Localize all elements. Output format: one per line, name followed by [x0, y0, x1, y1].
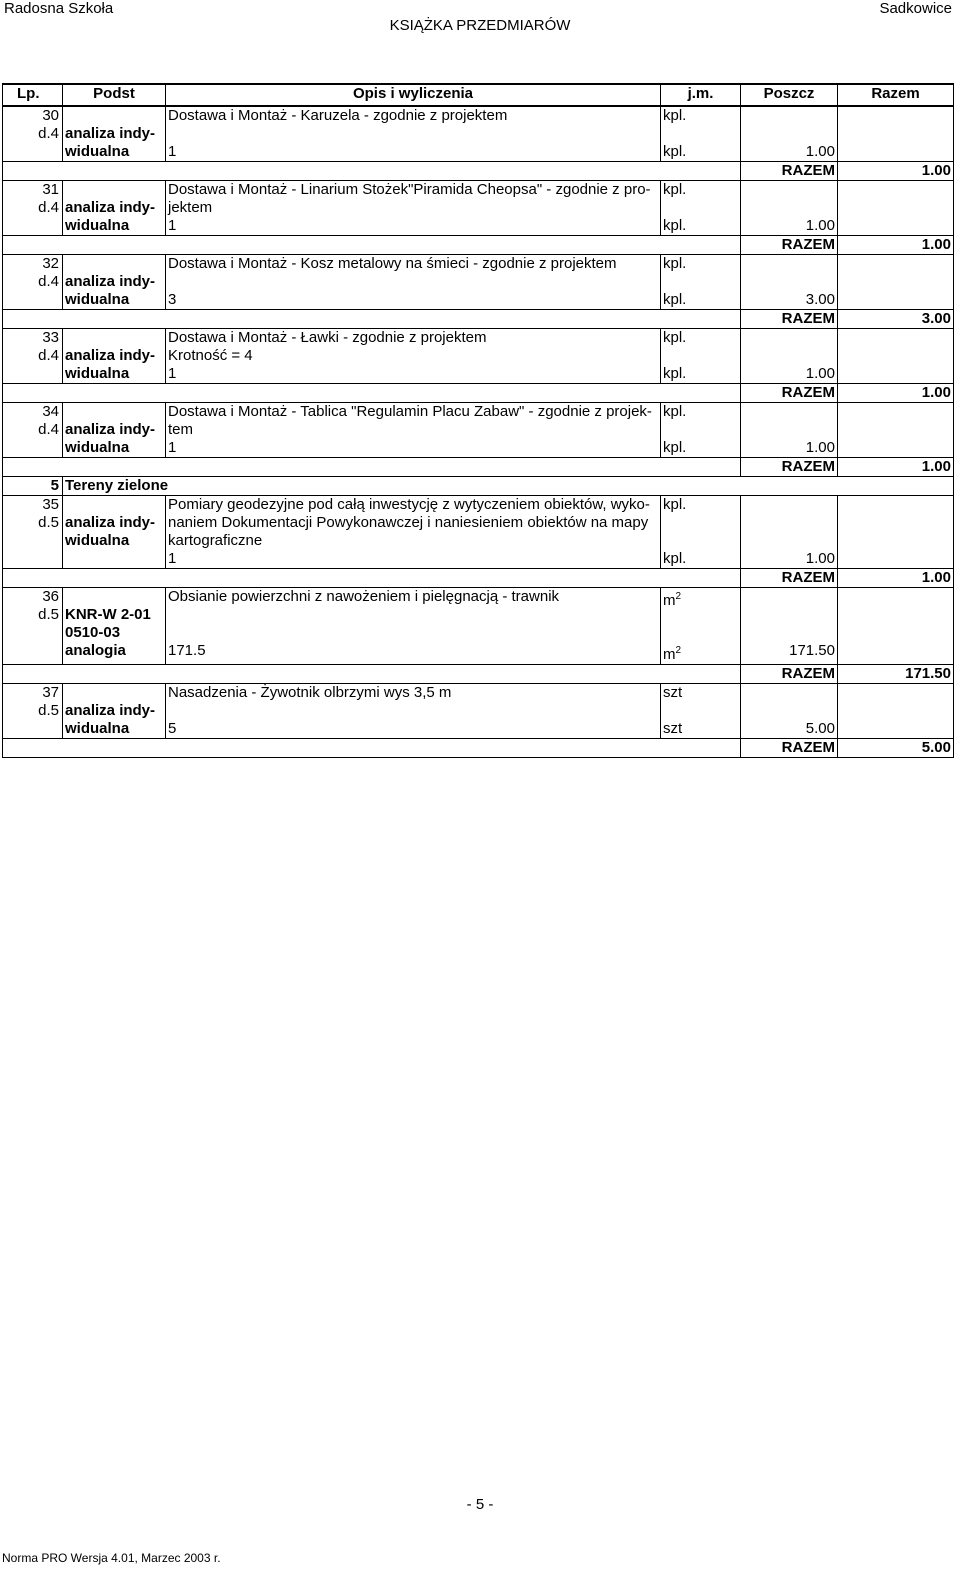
unit-cell [661, 684, 741, 721]
col-opis: Opis i wyliczenia [166, 84, 661, 106]
basis-line: analogia [65, 642, 126, 659]
calc-total-empty [838, 720, 954, 739]
description-line: Dostawa i Montaż - Tablica "Regulamin Placu Zabaw" - zgodnie z projek- [168, 403, 652, 420]
col-podst: Podst [63, 84, 166, 106]
sum-label: RAZEM [741, 665, 838, 684]
unit: kpl. [663, 181, 687, 198]
calc-expression: 1 [166, 550, 661, 569]
basis-spacer [65, 181, 163, 199]
sum-spacer [3, 458, 741, 477]
basis-spacer [65, 329, 163, 347]
sum-row [3, 384, 954, 403]
item-chapter: d.5 [38, 606, 59, 623]
description-line: Krotność = 4 [168, 347, 253, 364]
col-lp: Lp. [3, 84, 63, 106]
partial-value: 1.00 [741, 143, 838, 162]
table-row [3, 106, 954, 143]
partial-value: 1.00 [741, 217, 838, 236]
item-chapter: d.4 [38, 421, 59, 438]
unit-cell [661, 106, 741, 143]
table-row [3, 403, 954, 440]
calc-unit: kpl. [661, 550, 741, 569]
unit-cell [661, 255, 741, 292]
sum-spacer [3, 665, 741, 684]
sum-value: 3.00 [838, 310, 954, 329]
footer-software: Norma PRO Wersja 4.01, Marzec 2003 r. [2, 1551, 221, 1565]
item-number: 37 [42, 684, 59, 701]
partial-value: 1.00 [741, 365, 838, 384]
calc-expression: 1 [166, 365, 661, 384]
basis-line: 0510-03 [65, 624, 121, 641]
unit: kpl. [663, 403, 687, 420]
sum-value: 1.00 [838, 236, 954, 255]
calc-unit: kpl. [661, 143, 741, 162]
description-line: Dostawa i Montaż - Kosz metalowy na śmieci - zgodnie z projektem [168, 255, 617, 272]
unit-cell [661, 496, 741, 551]
partial-cell [741, 496, 838, 551]
basis-line: widualna [65, 365, 130, 382]
total-cell [838, 181, 954, 218]
calc-expression: 5 [166, 720, 661, 739]
calc-total-empty [838, 642, 954, 665]
table-row [3, 255, 954, 292]
calc-unit: $m^2$ [661, 642, 741, 665]
calc-total-empty [838, 291, 954, 310]
basis-line: widualna [65, 217, 130, 234]
item-number: 34 [42, 403, 59, 420]
item-number: 32 [42, 255, 59, 272]
sum-label: RAZEM [741, 310, 838, 329]
basis-cell [63, 403, 166, 458]
header-location: Sadkowice [879, 0, 952, 17]
description-line: Nasadzenia - Żywotnik olbrzymi wys 3,5 m [168, 684, 452, 701]
basis-line: widualna [65, 720, 130, 737]
calc-total-empty [838, 143, 954, 162]
page-number: - 5 - [466, 1496, 494, 1513]
unit-cell [661, 588, 741, 643]
basis-line: analiza indy- [65, 514, 156, 531]
total-cell [838, 255, 954, 292]
unit: $m^2$ [663, 591, 682, 609]
calc-total-empty [838, 365, 954, 384]
item-number-cell [3, 255, 63, 310]
partial-value: 3.00 [741, 291, 838, 310]
calc-unit: szt [661, 720, 741, 739]
sum-value: 5.00 [838, 739, 954, 758]
item-number: 36 [42, 588, 59, 605]
partial-value: 5.00 [741, 720, 838, 739]
basis-cell [63, 684, 166, 739]
sum-row [3, 739, 954, 758]
item-number-cell [3, 403, 63, 458]
total-cell [838, 329, 954, 366]
basis-line: widualna [65, 439, 130, 456]
basis-line: KNR-W 2-01 [65, 606, 151, 623]
item-number-cell [3, 496, 63, 569]
item-number: 30 [42, 107, 59, 124]
basis-line: analiza indy- [65, 273, 156, 290]
calc-expression: 3 [166, 291, 661, 310]
basis-line: widualna [65, 291, 130, 308]
partial-cell [741, 403, 838, 440]
calc-expression: 1 [166, 143, 661, 162]
total-cell [838, 588, 954, 643]
sum-spacer [3, 236, 741, 255]
description-cell [166, 588, 661, 643]
description-line: Obsianie powierzchni z nawożeniem i pielęgnacją - trawnik [168, 588, 560, 605]
sum-label: RAZEM [741, 236, 838, 255]
section-number: 5 [3, 477, 63, 496]
description-cell [166, 496, 661, 551]
item-chapter: d.4 [38, 199, 59, 216]
item-number: 35 [42, 496, 59, 513]
item-number-cell [3, 588, 63, 665]
basis-line: widualna [65, 143, 130, 160]
section-title: Tereny zielone [63, 477, 954, 496]
unit: kpl. [663, 329, 687, 346]
partial-cell [741, 684, 838, 721]
sum-spacer [3, 162, 741, 181]
total-cell [838, 403, 954, 440]
basis-cell [63, 496, 166, 569]
unit-cell [661, 181, 741, 218]
calc-expression: 1 [166, 439, 661, 458]
basis-line: analiza indy- [65, 199, 156, 216]
sum-label: RAZEM [741, 384, 838, 403]
item-number-cell [3, 329, 63, 384]
description-line: jektem [168, 199, 213, 216]
unit-cell [661, 329, 741, 366]
description-line: Dostawa i Montaż - Ławki - zgodnie z projektem [168, 329, 487, 346]
item-number-cell [3, 684, 63, 739]
calc-expression: 1 [166, 217, 661, 236]
total-cell [838, 496, 954, 551]
total-cell [838, 106, 954, 143]
basis-cell [63, 329, 166, 384]
sum-row [3, 310, 954, 329]
partial-cell [741, 588, 838, 643]
item-chapter: d.4 [38, 125, 59, 142]
header-investor: Radosna Szkoła [4, 0, 114, 17]
unit: kpl. [663, 107, 687, 124]
calc-total-empty [838, 217, 954, 236]
basis-line: analiza indy- [65, 125, 156, 142]
sum-row [3, 162, 954, 181]
table-header-row [3, 84, 954, 106]
sum-value: 1.00 [838, 384, 954, 403]
item-chapter: d.5 [38, 702, 59, 719]
table-row [3, 496, 954, 551]
sum-row [3, 665, 954, 684]
partial-cell [741, 181, 838, 218]
calc-total-empty [838, 550, 954, 569]
page-title: KSIĄŻKA PRZEDMIARÓW [389, 17, 571, 34]
estimate-table [2, 83, 954, 758]
sum-spacer [3, 569, 741, 588]
calc-expression: 171.5 [166, 642, 661, 665]
item-number: 31 [42, 181, 59, 198]
basis-cell [63, 255, 166, 310]
item-chapter: d.4 [38, 273, 59, 290]
calc-unit: kpl. [661, 291, 741, 310]
table-row [3, 329, 954, 366]
basis-spacer [65, 684, 163, 702]
item-chapter: d.5 [38, 514, 59, 531]
calc-total-empty [838, 439, 954, 458]
sum-row [3, 569, 954, 588]
calc-unit: kpl. [661, 365, 741, 384]
basis-spacer [65, 107, 163, 125]
description-cell [166, 181, 661, 218]
basis-line: analiza indy- [65, 421, 156, 438]
sum-value: 1.00 [838, 458, 954, 477]
basis-spacer [65, 255, 163, 273]
description-cell [166, 403, 661, 440]
calc-unit: kpl. [661, 217, 741, 236]
basis-spacer [65, 588, 163, 606]
description-line: kartograficzne [168, 532, 263, 549]
partial-cell [741, 329, 838, 366]
sum-spacer [3, 739, 741, 758]
calc-unit: kpl. [661, 439, 741, 458]
partial-value: 171.50 [741, 642, 838, 665]
description-cell [166, 255, 661, 292]
description-line: Pomiary geodezyjne pod całą inwestycję z wytyczeniem obiektów, wyko- [168, 496, 650, 513]
sum-row [3, 458, 954, 477]
basis-spacer [65, 496, 163, 514]
partial-cell [741, 255, 838, 292]
table-row [3, 684, 954, 721]
basis-line: analiza indy- [65, 702, 156, 719]
sum-row [3, 236, 954, 255]
basis-cell [63, 181, 166, 236]
sum-label: RAZEM [741, 739, 838, 758]
partial-value: 1.00 [741, 439, 838, 458]
col-jm: j.m. [661, 84, 741, 106]
table-row [3, 181, 954, 218]
total-cell [838, 684, 954, 721]
sum-value: 1.00 [838, 569, 954, 588]
unit-exponent: 2 [675, 645, 682, 656]
item-number: 33 [42, 329, 59, 346]
description-line: Dostawa i Montaż - Linarium Stożek"Piramida Cheopsa" - zgodnie z pro- [168, 181, 651, 198]
item-chapter: d.4 [38, 347, 59, 364]
sum-spacer [3, 310, 741, 329]
description-cell [166, 684, 661, 721]
table-row [3, 588, 954, 643]
basis-cell [63, 106, 166, 162]
unit-cell [661, 403, 741, 440]
description-cell [166, 106, 661, 143]
partial-value: 1.00 [741, 550, 838, 569]
description-line: tem [168, 421, 194, 438]
description-line: naniem Dokumentacji Powykonawczej i naniesieniem obiektów na mapy [168, 514, 649, 531]
basis-line: analiza indy- [65, 347, 156, 364]
unit-exponent: 2 [675, 591, 682, 602]
sum-label: RAZEM [741, 569, 838, 588]
unit: kpl. [663, 496, 687, 513]
unit: kpl. [663, 255, 687, 272]
section-row [3, 477, 954, 496]
sum-value: 171.50 [838, 665, 954, 684]
sum-value: 1.00 [838, 162, 954, 181]
item-number-cell [3, 181, 63, 236]
description-cell [166, 329, 661, 366]
partial-cell [741, 106, 838, 143]
basis-spacer [65, 403, 163, 421]
sum-label: RAZEM [741, 458, 838, 477]
unit: szt [663, 684, 683, 701]
description-line: Dostawa i Montaż - Karuzela - zgodnie z projektem [168, 107, 508, 124]
item-number-cell [3, 106, 63, 162]
basis-cell [63, 588, 166, 665]
sum-label: RAZEM [741, 162, 838, 181]
sum-spacer [3, 384, 741, 403]
col-poszcz: Poszcz [741, 84, 838, 106]
basis-line: widualna [65, 532, 130, 549]
col-razem: Razem [838, 84, 954, 106]
